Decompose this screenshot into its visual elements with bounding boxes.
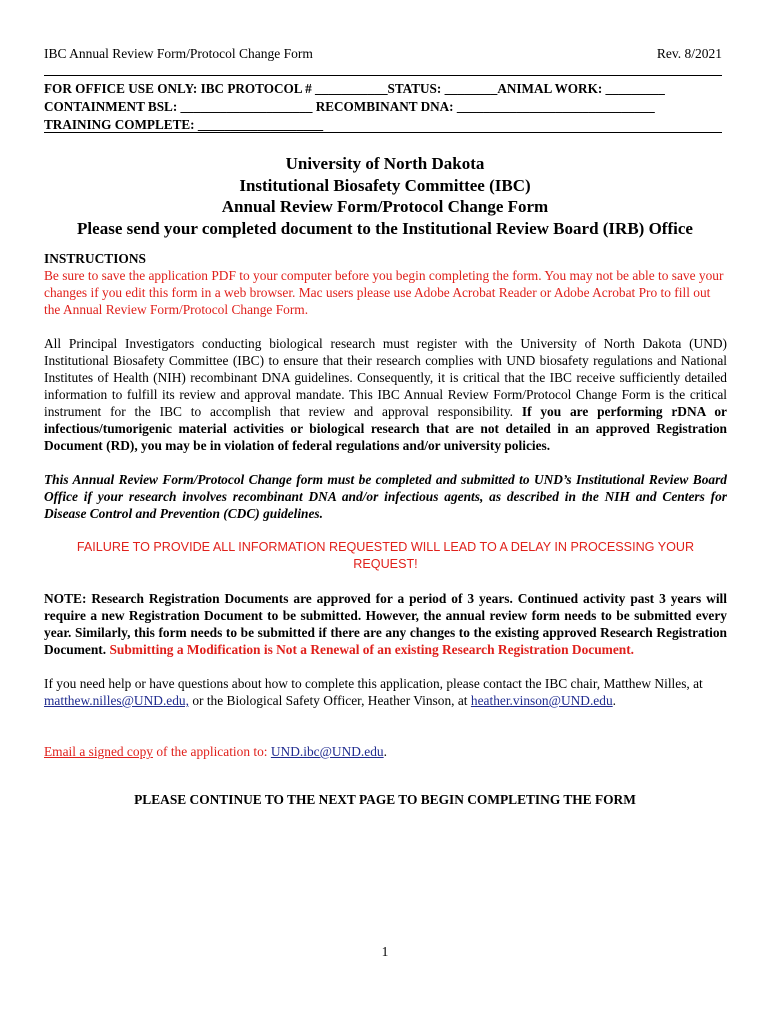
form-title: Annual Review Form/Protocol Change Form bbox=[221, 197, 549, 216]
email-instruction bbox=[44, 743, 727, 760]
instructions-heading: INSTRUCTIONS bbox=[44, 251, 146, 266]
email-middle: of the application to: bbox=[156, 744, 268, 759]
failure-warning: FAILURE TO PROVIDE ALL INFORMATION REQUESTED WILL LEAD TO A DELAY IN PROCESSING YOUR REQUEST! bbox=[76, 540, 695, 571]
page-number: 1 bbox=[381, 944, 389, 959]
note-paragraph bbox=[44, 590, 727, 658]
submit-email-link[interactable]: UND.ibc@UND.edu bbox=[270, 744, 384, 759]
university-title: University of North Dakota bbox=[285, 154, 485, 173]
bso-email-link[interactable]: heather.vinson@UND.edu bbox=[470, 693, 613, 708]
help-end: . bbox=[612, 693, 616, 708]
office-use-line-2: CONTAINMENT BSL: ____________________ RECOMBINANT DNA: ______________________________ bbox=[44, 99, 655, 114]
modification-warning: Submitting a Modification is Not a Renewal of an existing Research Registration Document. bbox=[109, 642, 635, 657]
note-text: NOTE: Research Registration Documents are approved for a period of 3 years. Continued activity past 3 years will require a new Registration Document to be submitted. However, the annual review form needs to be submitted every year. Similarly, this form needs to be submitted if there are any changes to the existing approved Research Registration Document. bbox=[44, 591, 727, 657]
submission-requirement: This Annual Review Form/Protocol Change form must be completed and submitted to UND’s Institutional Review Board Office if your research involves recombinant DNA and/or infectious agents, as described in the NIH and Centers for Disease Control and Prevention (CDC) guidelines. bbox=[44, 472, 727, 521]
office-use-block bbox=[44, 80, 724, 134]
registration-text: All Principal Investigators conducting biological research must register with the University of North Dakota (UND) Institutional Biosafety Committee (IBC) to ensure that their research complies with UND biosafety regulations and National Institutes of Health (NIH) recombinant DNA guidelines. Consequently, it is critical that the IBC receive sufficiently detailed information to fulfill its review and approval mandate. This IBC Annual Review Form/Protocol Change Form is the critical instrument for the IBC to accomplish that review and approval responsibility. bbox=[44, 336, 727, 419]
office-use-line-1: FOR OFFICE USE ONLY: IBC PROTOCOL # ___________STATUS: ________ANIMAL WORK: _________ bbox=[44, 81, 665, 96]
continue-notice: PLEASE CONTINUE TO THE NEXT PAGE TO BEGIN COMPLETING THE FORM bbox=[134, 792, 636, 807]
email-signed-copy-link[interactable]: Email a signed copy bbox=[44, 744, 153, 759]
office-use-divider bbox=[44, 132, 722, 133]
office-use-line-3: TRAINING COMPLETE: ___________________ bbox=[44, 117, 324, 132]
header-divider bbox=[44, 75, 722, 76]
registration-paragraph bbox=[44, 335, 727, 454]
committee-title: Institutional Biosafety Committee (IBC) bbox=[239, 175, 531, 195]
help-paragraph bbox=[44, 675, 727, 709]
title-block bbox=[0, 153, 770, 239]
chair-email-link[interactable]: matthew.nilles@UND.edu, bbox=[44, 693, 189, 708]
revision-label: Rev. 8/2021 bbox=[656, 46, 722, 61]
save-warning: Be sure to save the application PDF to your computer before you begin completing the form. You may not be able to save your changes if you edit this form in a web browser. Mac users please use Adobe Acrobat Reader or Adobe Acrobat Pro to fill out the Annual Review Form/Protocol Change Form. bbox=[44, 268, 724, 317]
send-instruction: Please send your completed document to the Institutional Review Board (IRB) Office bbox=[77, 218, 693, 238]
violation-warning: If you are performing rDNA or infectious/tumorigenic material activities or biological research that are not detailed in an approved Registration Document (RD), you may be in violation of federal regulations and/or university policies. bbox=[44, 404, 728, 453]
help-middle: or the Biological Safety Officer, Heather Vinson, at bbox=[192, 693, 468, 708]
email-end: . bbox=[383, 744, 387, 759]
form-name: IBC Annual Review Form/Protocol Change Form bbox=[44, 46, 313, 61]
main-content bbox=[44, 250, 727, 760]
help-prefix: If you need help or have questions about how to complete this application, please contact the IBC chair, Matthew Nilles, at bbox=[44, 676, 703, 691]
